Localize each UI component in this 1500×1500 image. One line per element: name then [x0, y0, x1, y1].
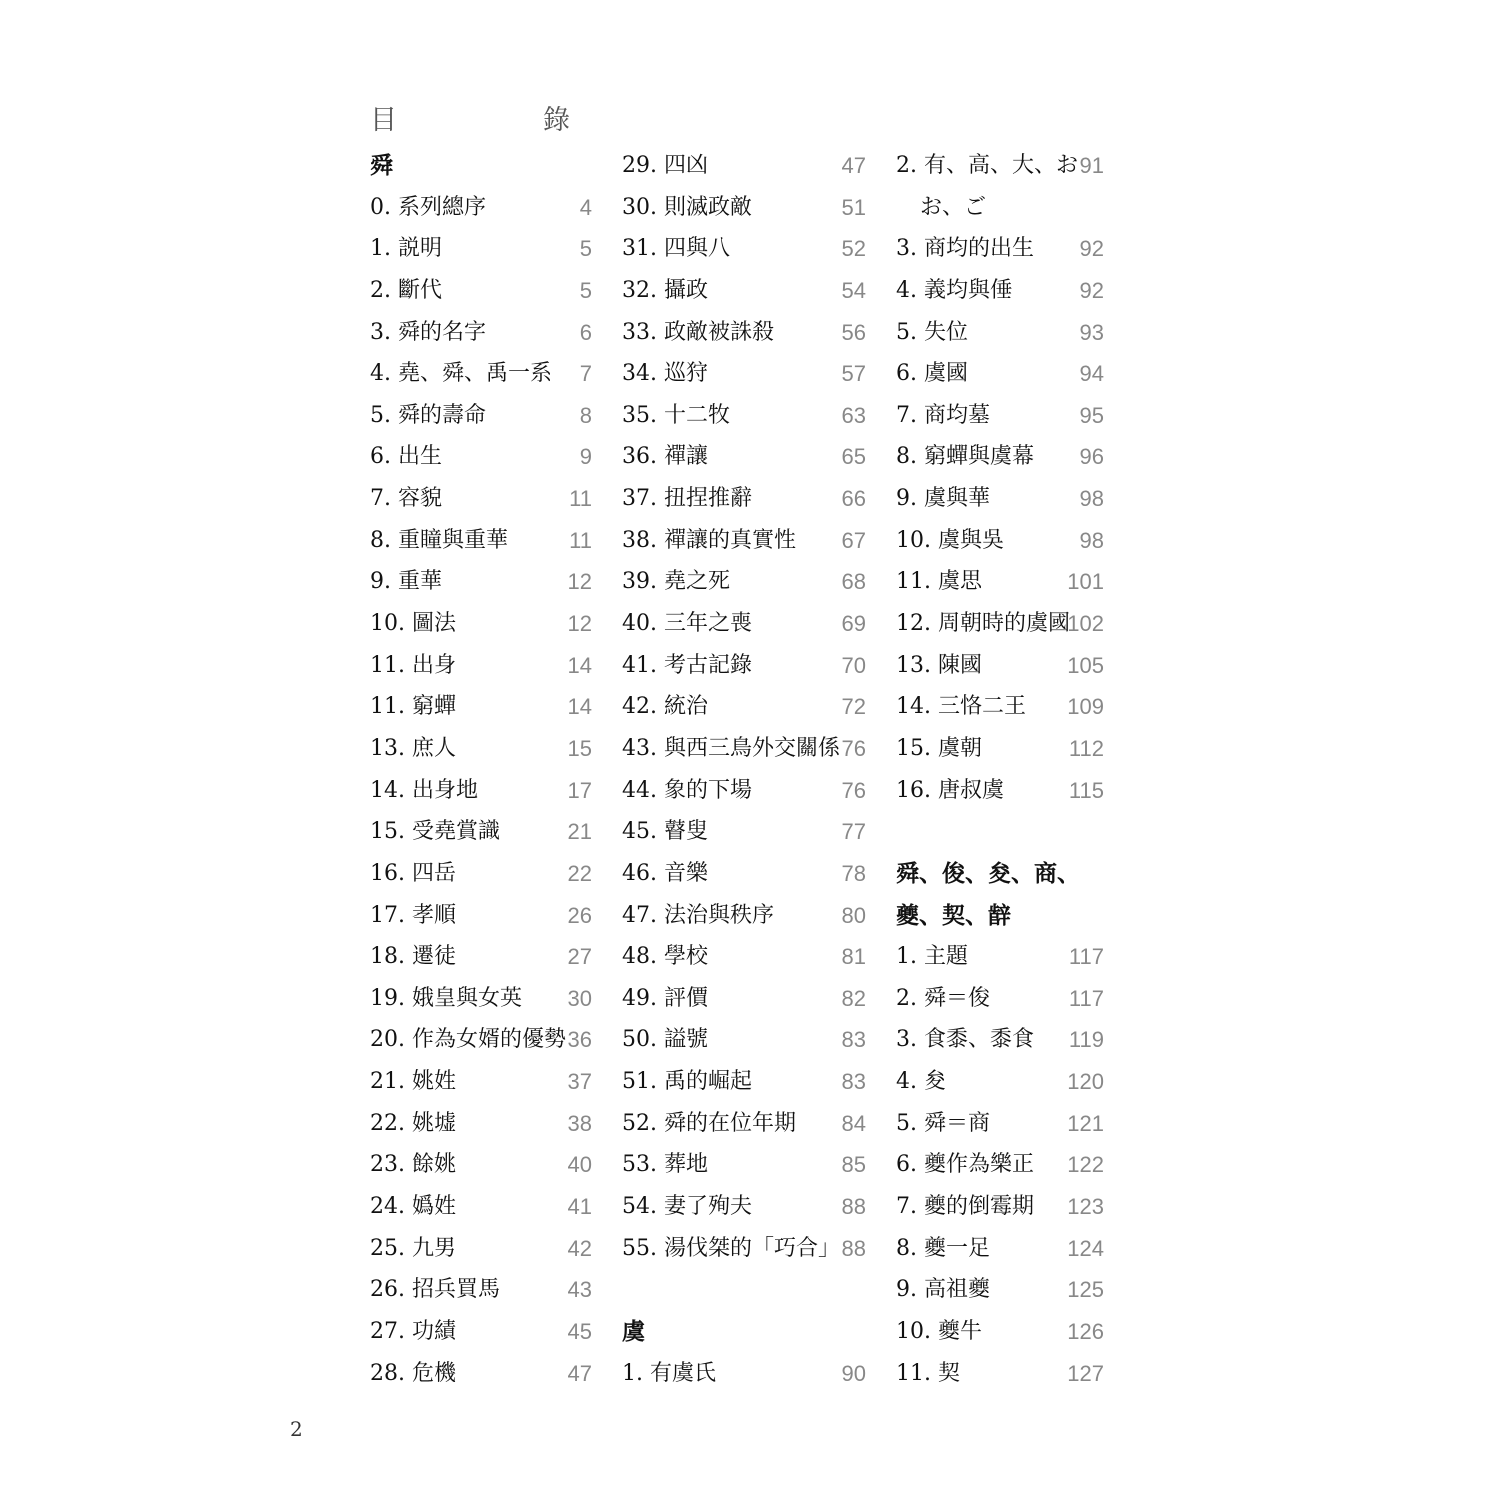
toc-entry-title: 16. 四岳: [370, 860, 456, 886]
toc-entry-page: 117: [1068, 944, 1104, 970]
toc-entry: [622, 187, 866, 229]
toc-entry-page: 12: [567, 611, 592, 637]
toc-entry: [622, 1061, 866, 1103]
toc-entry-page: 92: [1079, 277, 1104, 303]
toc-entry-page: 63: [841, 402, 866, 428]
toc-entry-page: 98: [1079, 527, 1104, 553]
toc-entry-title: 49. 評價: [622, 985, 708, 1011]
toc-entry-page: 43: [567, 1277, 592, 1303]
toc-column-2: [622, 145, 866, 1394]
toc-entry: [370, 1019, 592, 1061]
toc-entry-page: 68: [841, 569, 866, 595]
toc-entry-title: 55. 湯伐桀的「巧合」: [622, 1235, 840, 1261]
toc-entry: [370, 436, 592, 478]
toc-entry-page: 27: [567, 944, 592, 970]
toc-entry-page: 21: [567, 819, 592, 845]
toc-entry-title: 40. 三年之喪: [622, 611, 752, 637]
toc-entry-title: 4. 義均與倕: [896, 277, 1012, 303]
toc-entry-page: 37: [567, 1069, 592, 1095]
toc-entry-title: 11. 契: [896, 1360, 960, 1386]
toc-entry-page: 121: [1067, 1110, 1104, 1136]
toc-entry-title: 39. 堯之死: [622, 569, 730, 595]
toc-entry: [896, 686, 1104, 728]
toc-entry: [622, 520, 866, 562]
toc-entry: [896, 395, 1104, 437]
toc-entry-title: 0. 系列總序: [370, 194, 486, 220]
toc-entry: [370, 770, 592, 812]
toc-entry-title: 10. 虞與吳: [896, 527, 1004, 553]
toc-entry-title: 47. 法治與秩序: [622, 902, 774, 928]
toc-entry-title: 3. 商均的出生: [896, 236, 1034, 262]
toc-entry-page: 47: [567, 1360, 592, 1386]
toc-entry: [896, 353, 1104, 395]
toc-entry-page: 84: [841, 1110, 866, 1136]
toc-entry-page: 95: [1079, 402, 1104, 428]
toc-entry-title: 7. 商均墓: [896, 402, 990, 428]
toc-entry: [370, 645, 592, 687]
toc-entry-page: 56: [841, 319, 866, 345]
toc-entry: [622, 145, 866, 187]
toc-entry-title: 5. 舜＝商: [896, 1110, 990, 1136]
toc-entry-title: 16. 唐叔虞: [896, 777, 1004, 803]
toc-entry: [622, 811, 866, 853]
toc-entry: [896, 312, 1104, 354]
toc-entry-title: 23. 餘姚: [370, 1152, 456, 1178]
toc-entry: [370, 187, 592, 229]
toc-entry: [896, 978, 1104, 1020]
toc-entry-page: 12: [567, 569, 592, 595]
toc-entry-title: 11. 出身: [370, 652, 456, 678]
toc-entry: [896, 1144, 1104, 1186]
toc-entry: [896, 145, 1104, 187]
toc-entry-page: 5: [579, 277, 592, 303]
toc-entry-page: 69: [841, 611, 866, 637]
toc-entry-title: 10. 夔牛: [896, 1318, 982, 1344]
toc-entry-page: 40: [567, 1152, 592, 1178]
toc-entry-page: 126: [1067, 1318, 1104, 1344]
toc-entry-title: 14. 出身地: [370, 777, 478, 803]
toc-entry: [896, 520, 1104, 562]
toc-entry-page: 123: [1067, 1194, 1104, 1220]
toc-entry-title: 2. 有、高、大、お: [896, 153, 1078, 178]
toc-entry: [370, 978, 592, 1020]
toc-entry-title: 2. 斷代: [370, 277, 442, 303]
toc-entry-title: 5. 舜的壽命: [370, 402, 486, 428]
toc-entry-title: お、ご: [920, 194, 987, 220]
toc-entry: [622, 478, 866, 520]
toc-entry-title: 26. 招兵買馬: [370, 1277, 500, 1303]
toc-entry-page: 109: [1067, 694, 1104, 720]
toc-entry-title: 15. 虞朝: [896, 735, 982, 761]
toc-entry: [370, 811, 592, 853]
toc-entry: [370, 603, 592, 645]
toc-entry-title: 35. 十二牧: [622, 402, 730, 428]
toc-entry: [370, 1144, 592, 1186]
toc-entry-title: 30. 則滅政敵: [622, 194, 752, 220]
toc-entry-title: 51. 禹的崛起: [622, 1069, 752, 1095]
toc-entry-page: 76: [841, 777, 866, 803]
toc-entry-title: 52. 舜的在位年期: [622, 1110, 796, 1136]
toc-entry-title: 1. 説明: [370, 236, 442, 262]
toc-entry: [896, 1228, 1104, 1270]
toc-entry: [622, 1228, 866, 1270]
toc-entry-title: 5. 失位: [896, 319, 968, 345]
toc-entry: [896, 1061, 1104, 1103]
toc-entry-page: 77: [841, 819, 866, 845]
toc-entry-title: 42. 統治: [622, 694, 708, 720]
toc-entry: [622, 1353, 866, 1395]
page-title: [370, 98, 570, 137]
toc-entry-page: 11: [569, 527, 592, 553]
toc-entry-page: 124: [1067, 1235, 1104, 1261]
toc-entry-page: 119: [1068, 1027, 1104, 1053]
toc-entry: [370, 395, 592, 437]
toc-entry-title: 41. 考古記錄: [622, 652, 752, 678]
toc-entry-title: 1. 主題: [896, 944, 968, 970]
toc-entry: [622, 312, 866, 354]
toc-entry-page: 93: [1079, 319, 1104, 345]
toc-entry-page: 82: [841, 985, 866, 1011]
toc-entry: [622, 436, 866, 478]
toc-entry-title: 25. 九男: [370, 1235, 456, 1261]
toc-entry-title: 28. 危機: [370, 1360, 456, 1386]
toc-entry-title: 37. 扭捏推辭: [622, 486, 752, 512]
toc-entry: [370, 270, 592, 312]
toc-entry-title: 12. 周朝時的虞國: [896, 611, 1070, 637]
toc-entry: [370, 353, 592, 395]
toc-entry-page: 105: [1067, 652, 1104, 678]
toc-entry: [370, 1186, 592, 1228]
toc-entry: [622, 1144, 866, 1186]
toc-entry-title: 7. 容貌: [370, 486, 442, 512]
toc-entry-page: 41: [567, 1194, 592, 1220]
section-heading-text: 舜: [370, 152, 393, 179]
toc-entry-page: 45: [567, 1318, 592, 1344]
toc-entry-page: 52: [841, 236, 866, 262]
toc-entry: [370, 936, 592, 978]
toc-entry-title: 9. 虞與華: [896, 486, 990, 512]
toc-entry: [370, 686, 592, 728]
toc-entry: [370, 312, 592, 354]
toc-entry: [622, 603, 866, 645]
toc-entry-page: 112: [1068, 735, 1104, 761]
toc-entry-page: 80: [841, 902, 866, 928]
toc-entry-page: 36: [567, 1027, 592, 1053]
toc-entry: [622, 895, 866, 937]
toc-entry-page: 88: [841, 1235, 866, 1261]
toc-entry-page: 30: [567, 985, 592, 1011]
toc-entry: [622, 228, 866, 270]
toc-entry-title: 38. 禪讓的真實性: [622, 527, 796, 553]
toc-entry-page: 15: [567, 735, 592, 761]
toc-entry-page: 88: [841, 1194, 866, 1220]
toc-entry: [622, 561, 866, 603]
toc-entry-title: 6. 出生: [370, 444, 442, 470]
toc-entry: [370, 1353, 592, 1395]
toc-entry: [622, 978, 866, 1020]
section-heading-text: 舜、俊、夋、商、: [896, 859, 1080, 887]
toc-entry: [370, 478, 592, 520]
toc-entry-page: 115: [1068, 777, 1104, 803]
toc-entry-title: 53. 葬地: [622, 1152, 708, 1178]
toc-entry-title: 4. 堯、舜、禹一系: [370, 361, 552, 387]
section-heading-text: 夔、契、辪: [896, 901, 1011, 929]
toc-entry-title: 9. 高祖夔: [896, 1277, 990, 1303]
toc-entry: [896, 1269, 1104, 1311]
toc-entry-title: 3. 舜的名字: [370, 319, 486, 345]
toc-entry-title: 21. 姚姓: [370, 1069, 456, 1095]
toc-entry: [370, 1061, 592, 1103]
toc-entry-page: 98: [1079, 486, 1104, 512]
toc-entry-title: 14. 三恪二王: [896, 694, 1026, 720]
toc-entry-page: 102: [1067, 611, 1104, 637]
toc-entry: [896, 603, 1104, 645]
toc-entry: [370, 1311, 592, 1353]
toc-entry-title: 18. 遷徒: [370, 944, 456, 970]
toc-entry-page: 125: [1067, 1277, 1104, 1303]
toc-entry-page: 76: [841, 735, 866, 761]
toc-entry-page: 96: [1079, 444, 1104, 470]
toc-entry-title: 17. 孝順: [370, 902, 456, 928]
toc-entry-title: 19. 娥皇與女英: [370, 985, 522, 1011]
toc-entry-title: 4. 夋: [896, 1069, 946, 1095]
toc-entry-title: 13. 庶人: [370, 735, 456, 761]
toc-entry-page: 17: [567, 777, 592, 803]
toc-entry-page: 47: [841, 153, 866, 178]
toc-entry-title: 3. 食黍、黍食: [896, 1027, 1034, 1053]
toc-entry-title: 24. 嬀姓: [370, 1194, 456, 1220]
toc-entry: [896, 436, 1104, 478]
toc-entry-page: 92: [1079, 236, 1104, 262]
toc-entry-page: 51: [841, 194, 866, 220]
toc-entry: [370, 1103, 592, 1145]
toc-entry-title: 46. 音樂: [622, 860, 708, 886]
toc-entry-title: 48. 學校: [622, 944, 708, 970]
toc-entry-page: 11: [569, 486, 592, 512]
toc-entry-page: 122: [1067, 1152, 1104, 1178]
toc-entry-page: 91: [1079, 153, 1104, 178]
toc-entry-title: 32. 攝政: [622, 277, 708, 303]
toc-entry: [896, 1311, 1104, 1353]
toc-entry-title: 6. 夔作為樂正: [896, 1152, 1034, 1178]
toc-entry: [896, 1186, 1104, 1228]
toc-entry: [896, 1353, 1104, 1395]
toc-entry-title: 36. 禪讓: [622, 444, 708, 470]
toc-entry: [896, 561, 1104, 603]
toc-entry: [896, 770, 1104, 812]
toc-entry: [622, 936, 866, 978]
toc-entry-title: 33. 政敵被誅殺: [622, 319, 774, 345]
toc-entry: [896, 228, 1104, 270]
toc-entry-page: 54: [841, 277, 866, 303]
toc-section-heading: [622, 1311, 866, 1353]
toc-entry-title: 10. 圖法: [370, 611, 456, 637]
toc-entry-page: 81: [841, 944, 866, 970]
toc-section-heading: [896, 895, 1104, 937]
toc-entry-page: 83: [841, 1027, 866, 1053]
toc-entry-title: 34. 巡狩: [622, 361, 708, 387]
toc-entry-title: 13. 陳國: [896, 652, 982, 678]
toc-entry-title: 9. 重華: [370, 569, 442, 595]
toc-entry: [896, 1103, 1104, 1145]
toc-entry-title: 8. 夔一足: [896, 1235, 990, 1261]
toc-entry: [370, 853, 592, 895]
toc-entry: [370, 895, 592, 937]
toc-entry-page: 57: [841, 361, 866, 387]
toc-entry: [370, 1269, 592, 1311]
toc-entry-page: 38: [567, 1110, 592, 1136]
toc-entry-page: 67: [841, 527, 866, 553]
toc-entry-page: 70: [841, 652, 866, 678]
toc-entry-page: 101: [1067, 569, 1104, 595]
toc-entry-title: 11. 窮蟬: [370, 694, 456, 720]
toc-entry-page: 7: [579, 361, 592, 387]
toc-entry-page: 8: [579, 402, 592, 428]
toc-entry-title: 54. 妻了殉夫: [622, 1194, 752, 1220]
toc-entry-page: 5: [579, 236, 592, 262]
title-part-2: 錄: [543, 105, 570, 136]
toc-entry-title: 29. 四凶: [622, 153, 708, 178]
toc-entry-page: 85: [841, 1152, 866, 1178]
toc-entry-title: 31. 四與八: [622, 236, 730, 262]
toc-section-heading: [370, 145, 592, 187]
toc-spacer: [896, 811, 1104, 853]
toc-entry: [896, 1019, 1104, 1061]
toc-entry: [622, 1103, 866, 1145]
toc-entry: [370, 1228, 592, 1270]
toc-entry-title: 1. 有虞氏: [622, 1360, 716, 1386]
toc-entry-page: 6: [579, 319, 592, 345]
toc-entry-page: 14: [567, 652, 592, 678]
toc-entry-title: 22. 姚墟: [370, 1110, 456, 1136]
toc-entry-page: 4: [579, 194, 592, 220]
toc-entry-title: 6. 虞國: [896, 361, 968, 387]
toc-entry-continuation: [896, 187, 1104, 229]
toc-entry: [622, 853, 866, 895]
toc-entry-page: 14: [567, 694, 592, 720]
toc-entry: [622, 686, 866, 728]
toc-entry-page: 117: [1068, 985, 1104, 1011]
toc-entry-page: 120: [1067, 1069, 1104, 1095]
toc-entry-page: 22: [567, 860, 592, 886]
toc-entry: [896, 936, 1104, 978]
toc-entry: [622, 770, 866, 812]
title-part-1: 目: [370, 105, 397, 136]
toc-entry-title: 20. 作為女婿的優勢: [370, 1027, 566, 1053]
toc-entry-title: 45. 瞽叟: [622, 819, 708, 845]
toc-entry-title: 44. 象的下場: [622, 777, 752, 803]
toc-entry-page: 65: [841, 444, 866, 470]
toc-entry: [622, 1186, 866, 1228]
toc-entry-title: 27. 功績: [370, 1318, 456, 1344]
toc-entry-title: 50. 謚號: [622, 1027, 708, 1053]
toc-entry: [370, 520, 592, 562]
toc-entry: [622, 353, 866, 395]
toc-entry-title: 8. 重瞳與重華: [370, 527, 508, 553]
toc-entry: [896, 270, 1104, 312]
toc-entry: [896, 728, 1104, 770]
toc-entry: [622, 270, 866, 312]
toc-entry-page: 9: [579, 444, 592, 470]
toc-entry-page: 127: [1067, 1360, 1104, 1386]
toc-entry-page: 72: [841, 694, 866, 720]
toc-entry: [370, 728, 592, 770]
toc-entry-page: 90: [841, 1360, 866, 1386]
toc-entry-title: 2. 舜＝俊: [896, 985, 990, 1011]
toc-entry: [622, 645, 866, 687]
toc-entry-page: 26: [567, 902, 592, 928]
toc-entry: [622, 395, 866, 437]
toc-entry: [622, 1019, 866, 1061]
toc-entry: [622, 728, 866, 770]
toc-column-3: [896, 145, 1104, 1394]
toc-entry-page: 94: [1079, 361, 1104, 387]
toc-section-heading: [896, 853, 1104, 895]
section-heading-text: 虞: [622, 1317, 645, 1345]
toc-entry-page: 78: [841, 860, 866, 886]
toc-spacer: [622, 1269, 866, 1311]
toc-entry-title: 11. 虞思: [896, 569, 982, 595]
toc-entry-title: 7. 夔的倒霉期: [896, 1194, 1034, 1220]
toc-entry-page: 83: [841, 1069, 866, 1095]
toc-entry-title: 43. 與西三鳥外交關係: [622, 735, 840, 761]
toc-entry-title: 15. 受堯賞識: [370, 819, 500, 845]
toc-entry-page: 66: [841, 486, 866, 512]
toc-entry: [896, 645, 1104, 687]
page-number: 2: [290, 1417, 303, 1441]
toc-entry: [370, 561, 592, 603]
toc-entry-page: 42: [567, 1235, 592, 1261]
toc-entry: [370, 228, 592, 270]
toc-entry-title: 8. 窮蟬與虞幕: [896, 444, 1034, 470]
toc-entry: [896, 478, 1104, 520]
toc-column-1: [370, 145, 592, 1394]
